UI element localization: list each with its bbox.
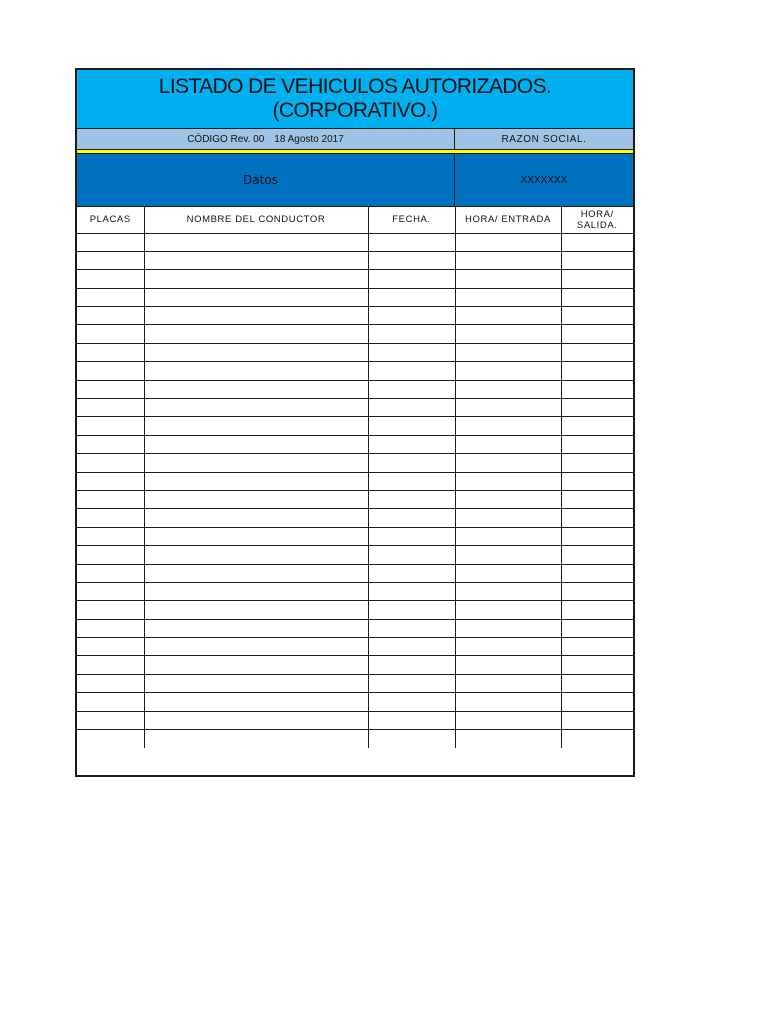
- table-header-row: [77, 207, 633, 233]
- cell-fecha[interactable]: [368, 546, 455, 564]
- cell-hora-salida[interactable]: [561, 601, 633, 619]
- cell-placas[interactable]: [77, 307, 144, 325]
- cell-placas[interactable]: [77, 546, 144, 564]
- form-data-band: [77, 153, 633, 207]
- column-header-fecha: FECHA.: [368, 207, 455, 233]
- cell-nombre-conductor[interactable]: [144, 233, 368, 251]
- cell-fecha[interactable]: [368, 288, 455, 306]
- table-row: [77, 674, 633, 692]
- cell-placas[interactable]: [77, 711, 144, 729]
- cell-hora-salida[interactable]: [561, 435, 633, 453]
- cell-hora-entrada[interactable]: [455, 307, 561, 325]
- vehicle-log-table: [77, 207, 633, 748]
- cell-fecha[interactable]: [368, 711, 455, 729]
- table-row: [77, 546, 633, 564]
- cell-hora-salida[interactable]: [561, 288, 633, 306]
- cell-hora-entrada[interactable]: [455, 490, 561, 508]
- cell-nombre-conductor[interactable]: [144, 582, 368, 600]
- cell-placas[interactable]: [77, 564, 144, 582]
- cell-nombre-conductor[interactable]: [144, 399, 368, 417]
- cell-placas[interactable]: [77, 619, 144, 637]
- cell-placas[interactable]: [77, 693, 144, 711]
- column-header-placas: PLACAS: [77, 207, 144, 233]
- column-header-hora-entrada: HORA/ ENTRADA: [455, 207, 561, 233]
- cell-placas[interactable]: [77, 399, 144, 417]
- cell-fecha[interactable]: [368, 233, 455, 251]
- cell-nombre-conductor[interactable]: [144, 270, 368, 288]
- cell-placas[interactable]: [77, 251, 144, 269]
- cell-fecha[interactable]: [368, 417, 455, 435]
- cell-hora-salida[interactable]: [561, 270, 633, 288]
- cell-fecha[interactable]: [368, 674, 455, 692]
- cell-hora-salida[interactable]: [561, 674, 633, 692]
- cell-hora-entrada[interactable]: [455, 527, 561, 545]
- cell-hora-salida[interactable]: [561, 546, 633, 564]
- cell-nombre-conductor[interactable]: [144, 619, 368, 637]
- cell-hora-entrada[interactable]: [455, 454, 561, 472]
- cell-fecha[interactable]: [368, 270, 455, 288]
- cell-fecha[interactable]: [368, 454, 455, 472]
- cell-fecha[interactable]: [368, 380, 455, 398]
- cell-fecha[interactable]: [368, 656, 455, 674]
- form-title-line-2: (CORPORATIVO.): [272, 99, 438, 122]
- cell-fecha[interactable]: [368, 490, 455, 508]
- cell-hora-entrada[interactable]: [455, 601, 561, 619]
- cell-hora-entrada[interactable]: [455, 582, 561, 600]
- cell-fecha[interactable]: [368, 435, 455, 453]
- cell-hora-entrada[interactable]: [455, 233, 561, 251]
- cell-hora-entrada[interactable]: [455, 270, 561, 288]
- cell-hora-entrada[interactable]: [455, 711, 561, 729]
- cell-fecha[interactable]: [368, 325, 455, 343]
- table-row: [77, 490, 633, 508]
- cell-fecha[interactable]: [368, 472, 455, 490]
- cell-hora-entrada[interactable]: [455, 564, 561, 582]
- cell-placas[interactable]: [77, 656, 144, 674]
- cell-fecha[interactable]: [368, 638, 455, 656]
- cell-nombre-conductor[interactable]: [144, 454, 368, 472]
- cell-hora-salida[interactable]: [561, 343, 633, 361]
- cell-placas[interactable]: [77, 638, 144, 656]
- cell-fecha[interactable]: [368, 564, 455, 582]
- cell-nombre-conductor[interactable]: [144, 674, 368, 692]
- cell-nombre-conductor[interactable]: [144, 325, 368, 343]
- cell-nombre-conductor[interactable]: [144, 711, 368, 729]
- cell-nombre-conductor[interactable]: [144, 343, 368, 361]
- cell-nombre-conductor[interactable]: [144, 638, 368, 656]
- cell-hora-entrada[interactable]: [455, 730, 561, 748]
- table-row: [77, 730, 633, 748]
- cell-hora-entrada[interactable]: [455, 619, 561, 637]
- cell-placas[interactable]: [77, 674, 144, 692]
- cell-hora-salida[interactable]: [561, 509, 633, 527]
- cell-hora-entrada[interactable]: [455, 674, 561, 692]
- table-row: [77, 638, 633, 656]
- cell-placas[interactable]: [77, 362, 144, 380]
- cell-hora-salida[interactable]: [561, 399, 633, 417]
- cell-hora-salida[interactable]: [561, 656, 633, 674]
- cell-placas[interactable]: [77, 288, 144, 306]
- table-row: [77, 527, 633, 545]
- cell-fecha[interactable]: [368, 343, 455, 361]
- form-title: [77, 70, 633, 129]
- table-row: [77, 270, 633, 288]
- cell-nombre-conductor[interactable]: [144, 362, 368, 380]
- cell-hora-salida[interactable]: [561, 693, 633, 711]
- form-code-cell: [77, 129, 455, 149]
- cell-nombre-conductor[interactable]: [144, 527, 368, 545]
- cell-placas[interactable]: [77, 509, 144, 527]
- cell-placas[interactable]: [77, 582, 144, 600]
- cell-hora-salida[interactable]: [561, 564, 633, 582]
- cell-hora-salida[interactable]: [561, 638, 633, 656]
- cell-placas[interactable]: [77, 454, 144, 472]
- cell-hora-entrada[interactable]: [455, 472, 561, 490]
- cell-placas[interactable]: [77, 730, 144, 748]
- vehicle-log-body: [77, 233, 633, 748]
- cell-nombre-conductor[interactable]: [144, 490, 368, 508]
- table-row: [77, 325, 633, 343]
- cell-nombre-conductor[interactable]: [144, 730, 368, 748]
- table-row: [77, 509, 633, 527]
- table-row: [77, 435, 633, 453]
- cell-nombre-conductor[interactable]: [144, 472, 368, 490]
- cell-hora-salida[interactable]: [561, 307, 633, 325]
- table-row: [77, 454, 633, 472]
- cell-placas[interactable]: [77, 527, 144, 545]
- cell-hora-salida[interactable]: [561, 454, 633, 472]
- cell-hora-entrada[interactable]: [455, 546, 561, 564]
- table-row: [77, 343, 633, 361]
- cell-placas[interactable]: [77, 380, 144, 398]
- column-header-nombre-conductor: NOMBRE DEL CONDUCTOR: [144, 207, 368, 233]
- cell-hora-entrada[interactable]: [455, 509, 561, 527]
- table-row: [77, 288, 633, 306]
- cell-hora-salida[interactable]: [561, 251, 633, 269]
- cell-placas[interactable]: [77, 233, 144, 251]
- cell-hora-salida[interactable]: [561, 490, 633, 508]
- cell-placas[interactable]: [77, 343, 144, 361]
- cell-hora-salida[interactable]: [561, 325, 633, 343]
- cell-fecha[interactable]: [368, 730, 455, 748]
- cell-fecha[interactable]: [368, 362, 455, 380]
- table-row: [77, 656, 633, 674]
- vehicle-authorization-form: [75, 68, 635, 777]
- cell-hora-entrada[interactable]: [455, 343, 561, 361]
- table-row: [77, 472, 633, 490]
- cell-hora-entrada[interactable]: [455, 362, 561, 380]
- table-row: [77, 582, 633, 600]
- cell-hora-salida[interactable]: [561, 417, 633, 435]
- table-row: [77, 362, 633, 380]
- form-code-label: CÓDIGO Rev. 00: [187, 133, 265, 145]
- column-header-hora-salida: HORA/ SALIDA.: [561, 207, 633, 233]
- cell-fecha[interactable]: [368, 693, 455, 711]
- table-row: [77, 693, 633, 711]
- cell-hora-entrada[interactable]: [455, 251, 561, 269]
- cell-hora-salida[interactable]: [561, 619, 633, 637]
- cell-nombre-conductor[interactable]: [144, 509, 368, 527]
- cell-fecha[interactable]: [368, 601, 455, 619]
- cell-hora-entrada[interactable]: [455, 417, 561, 435]
- table-row: [77, 619, 633, 637]
- table-row: [77, 251, 633, 269]
- cell-placas[interactable]: [77, 417, 144, 435]
- form-title-line-1: LISTADO DE VEHICULOS AUTORIZADOS.: [158, 75, 552, 98]
- cell-hora-salida[interactable]: [561, 582, 633, 600]
- cell-fecha[interactable]: [368, 619, 455, 637]
- form-meta-band: [77, 129, 633, 150]
- cell-nombre-conductor[interactable]: [144, 546, 368, 564]
- cell-nombre-conductor[interactable]: [144, 656, 368, 674]
- table-row: [77, 564, 633, 582]
- table-row: [77, 399, 633, 417]
- cell-hora-salida[interactable]: [561, 233, 633, 251]
- cell-fecha[interactable]: [368, 307, 455, 325]
- cell-fecha[interactable]: [368, 399, 455, 417]
- cell-placas[interactable]: [77, 601, 144, 619]
- cell-hora-salida[interactable]: [561, 730, 633, 748]
- cell-placas[interactable]: [77, 490, 144, 508]
- cell-hora-entrada[interactable]: [455, 399, 561, 417]
- cell-hora-entrada[interactable]: [455, 325, 561, 343]
- cell-fecha[interactable]: [368, 582, 455, 600]
- cell-placas[interactable]: [77, 435, 144, 453]
- cell-hora-entrada[interactable]: [455, 656, 561, 674]
- table-row: [77, 233, 633, 251]
- table-row: [77, 307, 633, 325]
- cell-nombre-conductor[interactable]: [144, 435, 368, 453]
- cell-hora-salida[interactable]: [561, 711, 633, 729]
- cell-nombre-conductor[interactable]: [144, 693, 368, 711]
- cell-hora-entrada[interactable]: [455, 288, 561, 306]
- form-code-date: 18 Agosto 2017: [274, 133, 344, 145]
- table-row: [77, 417, 633, 435]
- table-row: [77, 380, 633, 398]
- cell-hora-salida[interactable]: [561, 527, 633, 545]
- cell-hora-entrada[interactable]: [455, 435, 561, 453]
- cell-nombre-conductor[interactable]: [144, 417, 368, 435]
- cell-fecha[interactable]: [368, 527, 455, 545]
- cell-hora-entrada[interactable]: [455, 693, 561, 711]
- cell-hora-salida[interactable]: [561, 472, 633, 490]
- cell-fecha[interactable]: [368, 251, 455, 269]
- cell-hora-salida[interactable]: [561, 380, 633, 398]
- cell-placas[interactable]: [77, 270, 144, 288]
- datos-label: Datos: [77, 154, 455, 206]
- cell-hora-salida[interactable]: [561, 362, 633, 380]
- cell-hora-entrada[interactable]: [455, 380, 561, 398]
- cell-placas[interactable]: [77, 325, 144, 343]
- razon-social-label: RAZON SOCIAL.: [501, 133, 587, 145]
- razon-social-value: XXXXXXX: [520, 174, 568, 186]
- cell-nombre-conductor[interactable]: [144, 307, 368, 325]
- cell-placas[interactable]: [77, 472, 144, 490]
- cell-nombre-conductor[interactable]: [144, 564, 368, 582]
- table-row: [77, 601, 633, 619]
- cell-nombre-conductor[interactable]: [144, 251, 368, 269]
- cell-fecha[interactable]: [368, 509, 455, 527]
- cell-hora-entrada[interactable]: [455, 638, 561, 656]
- table-row: [77, 711, 633, 729]
- cell-nombre-conductor[interactable]: [144, 288, 368, 306]
- cell-nombre-conductor[interactable]: [144, 380, 368, 398]
- cell-nombre-conductor[interactable]: [144, 601, 368, 619]
